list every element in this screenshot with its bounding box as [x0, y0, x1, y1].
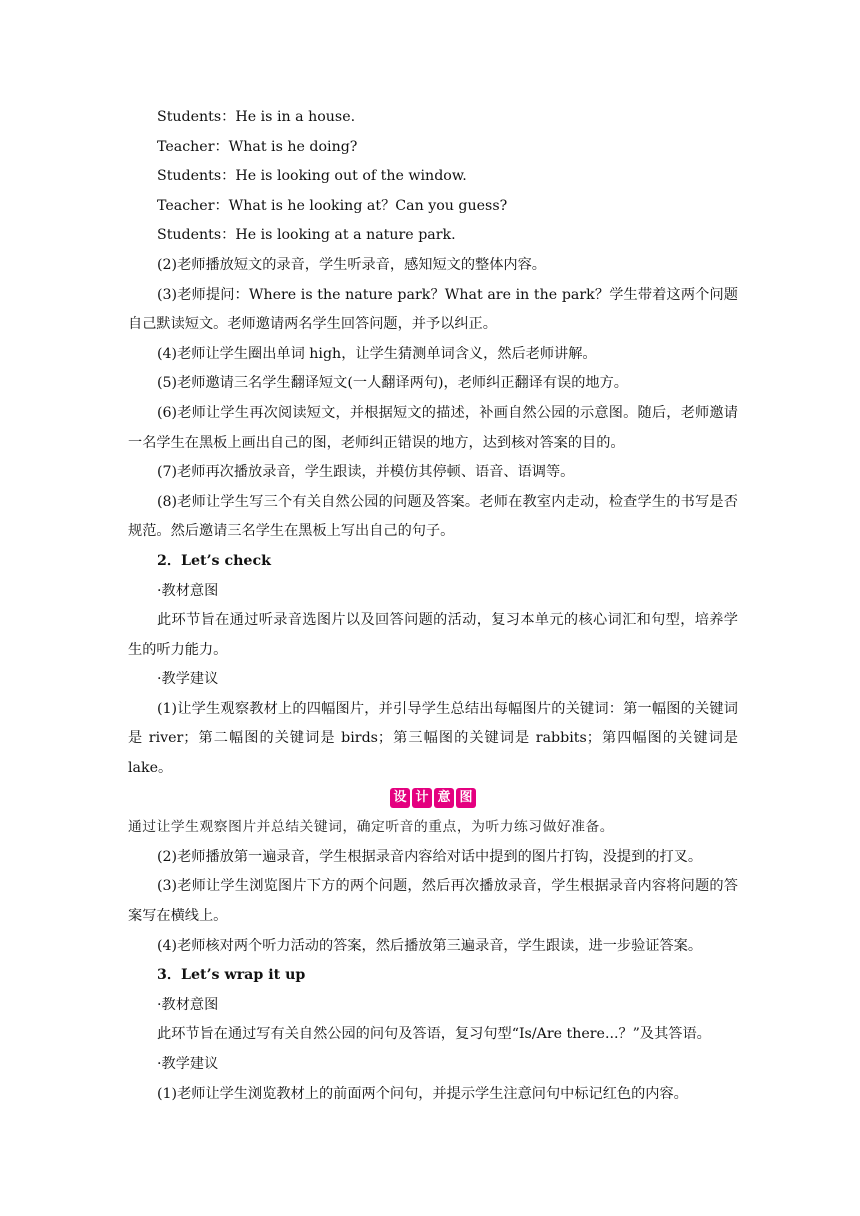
subheading: ·教学建议	[157, 671, 219, 688]
step-paragraph: (5)老师邀请三名学生翻译短文(一人翻译两句)，老师纠正翻译有误的地方。	[157, 375, 628, 392]
step-paragraph: (6)老师让学生再次阅读短文，并根据短文的描述，补画自然公园的示意图。随后，老师邀请一名学生在黑板上画出自己的图，老师纠正错误的地方，达到核对答案的目的。	[128, 404, 738, 451]
step-paragraph: (1)让学生观察教材上的四幅图片，并引导学生总结出每幅图片的关键词：第一幅图的关键词是 river；第二幅图的关键词是 birds；第三幅图的关键词是 rabbits；第四幅图的关键词是 lake。	[128, 700, 738, 777]
body-paragraph: 此环节旨在通过写有关自然公园的问句及答语，复习句型“Is/Are there...？”及其答语。	[157, 1026, 711, 1043]
step-paragraph: (3)老师让学生浏览图片下方的两个问题，然后再次播放录音，学生根据录音内容将问题的答案写在横线上。	[128, 878, 738, 925]
section-heading: 3．Let’s wrap it up	[157, 967, 306, 984]
step-paragraph: (2)老师播放第一遍录音，学生根据录音内容给对话中提到的图片打钩，没提到的打叉。	[157, 848, 703, 865]
document-body	[128, 103, 738, 1109]
subheading: ·教学建议	[157, 1056, 219, 1072]
dialogue-line: Students：He is looking out of the window.	[157, 168, 467, 185]
step-paragraph: (3)老师提问：Where is the nature park？What are in the park？学生带着这两个问题自己默读短文。老师邀请两名学生回答问题，并予以纠正。	[128, 286, 738, 333]
badge-char: 图	[456, 788, 476, 808]
section-heading: 2．Let’s check	[157, 552, 271, 569]
dialogue-line: Teacher：What is he looking at？Can you guess?	[157, 197, 508, 214]
badge-char: 意	[434, 788, 454, 808]
badge-char: 计	[412, 788, 432, 808]
step-paragraph: (8)老师让学生写三个有关自然公园的问题及答案。老师在教室内走动，检查学生的书写是否规范。然后邀请三名学生在黑板上写出自己的句子。	[128, 493, 738, 540]
subheading: ·教材意图	[157, 582, 219, 599]
step-paragraph: (7)老师再次播放录音，学生跟读，并模仿其停顿、语音、语调等。	[157, 464, 575, 481]
design-intent-badge	[128, 784, 738, 814]
step-paragraph: (2)老师播放短文的录音，学生听录音，感知短文的整体内容。	[157, 256, 546, 273]
body-paragraph: 此环节旨在通过听录音选图片以及回答问题的活动，复习本单元的核心词汇和句型，培养学生的听力能力。	[128, 612, 738, 658]
step-paragraph: (4)老师核对两个听力活动的答案，然后播放第三遍录音，学生跟读，进一步验证答案。	[157, 937, 703, 954]
dialogue-line: Students：He is looking at a nature park.	[157, 227, 456, 244]
badge-char: 设	[390, 788, 410, 808]
dialogue-line: Teacher：What is he doing?	[157, 138, 358, 155]
step-paragraph: (4)老师让学生圈出单词 high，让学生猜测单词含义，然后老师讲解。	[157, 345, 597, 362]
dialogue-line: Students：He is in a house.	[157, 109, 356, 125]
step-paragraph: (1)老师让学生浏览教材上的前面两个问句，并提示学生注意问句中标记红色的内容。	[157, 1085, 688, 1102]
design-intent-note: 通过让学生观察图片并总结关键词，确定听音的重点，为听力练习做好准备。	[128, 819, 615, 836]
subheading: ·教材意图	[157, 996, 219, 1013]
